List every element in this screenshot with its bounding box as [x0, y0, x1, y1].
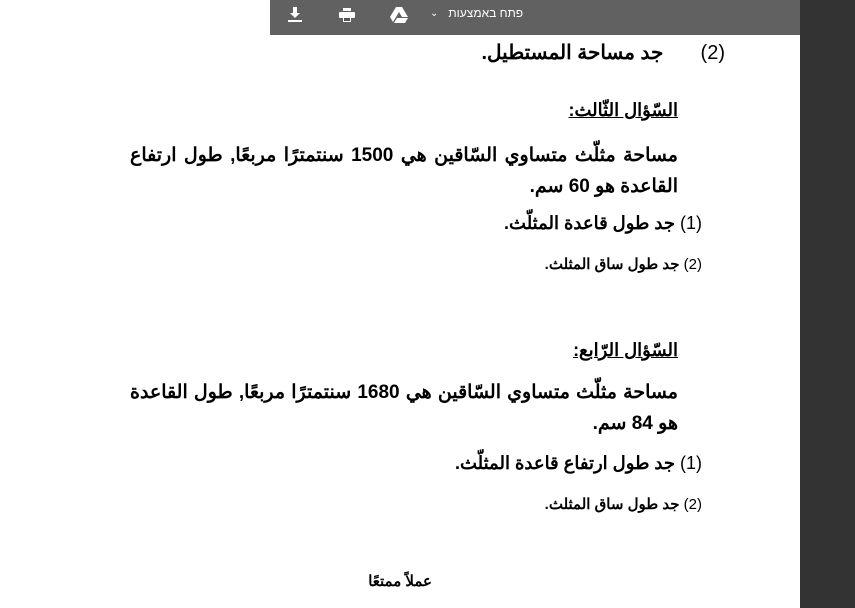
item-text: جد طول ساق المثلث.: [544, 256, 680, 273]
viewer-background: [800, 0, 855, 608]
item-text: جد طول قاعدة المثلّث.: [504, 213, 675, 233]
item-number: (1): [679, 213, 702, 233]
item-number: (1): [679, 453, 702, 473]
chevron-down-icon: ⌄: [430, 7, 439, 19]
item-text: جد طول ارتفاع قاعدة المثلّث.: [454, 453, 675, 473]
item-number: (2): [683, 496, 702, 513]
google-drive-icon[interactable]: [387, 4, 411, 26]
q3-body: مساحة مثلّث متساوي السّاقين هي 1500 سنتمترًا مربعًا, طول ارتفاع القاعدة هو 60 سم.: [130, 145, 678, 197]
q3-item-2: [545, 255, 702, 273]
item-number: (2): [683, 256, 702, 273]
q3-title: السّؤال الثّالث:: [568, 100, 678, 120]
q3-item-1: [504, 213, 702, 234]
open-with-button[interactable]: [430, 4, 523, 22]
item-text: جد طول ساق المثلث.: [544, 496, 680, 513]
q4-item-1: [455, 453, 702, 474]
q4-body: مساحة مثلّث متساوي السّاقين هي 1680 سنتمترًا مربعًا, طول القاعدة هو 84 سم.: [130, 382, 678, 434]
closing-text: عملاً ممتعًا: [368, 573, 432, 590]
download-icon[interactable]: [283, 4, 307, 26]
print-icon[interactable]: [335, 4, 359, 26]
q4-item-2: [545, 495, 702, 513]
viewer-toolbar: [270, 0, 800, 35]
q4-title: السّؤال الرّابع:: [573, 340, 678, 360]
top-item: [481, 40, 725, 65]
item-text: جد مساحة المستطيل.: [481, 42, 664, 64]
open-with-label: פתח באמצעות: [448, 6, 524, 20]
item-number: (2): [700, 42, 725, 64]
